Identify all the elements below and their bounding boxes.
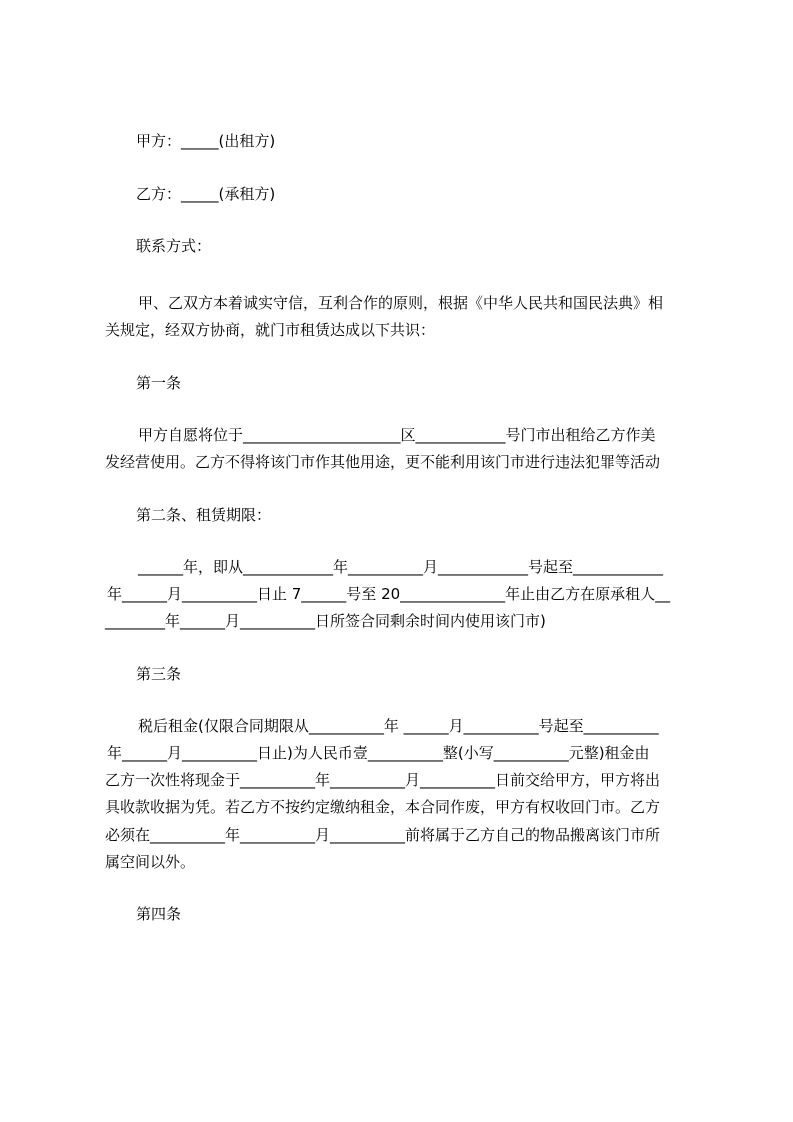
article-1-line: 甲方自愿将位于_____________________区____________号门市出租给乙方作美 xyxy=(138,426,656,444)
article-3-line: 税后租金(仅限合同期限从__________年 ______月__________号起至__________ xyxy=(138,717,659,735)
party-a-line: 甲方：_____(出租方) xyxy=(136,132,276,150)
article-4-heading: 第四条 xyxy=(136,905,182,923)
article-3-heading: 第三条 xyxy=(136,665,182,683)
article-1-heading: 第一条 xyxy=(136,374,182,392)
article-2-line: ______年，即从____________年__________月____________号起至____________ xyxy=(138,558,664,576)
article-2-line: 年______月__________日止 7______号至 20______________年止由乙方在原承租人__ xyxy=(107,585,671,603)
contact-line: 联系方式： xyxy=(136,237,212,255)
article-2-heading: 第二条、租赁期限： xyxy=(136,506,272,524)
article-3-line: 具收款收据为凭。若乙方不按约定缴纳租金，本合同作废，甲方有权收回门市。乙方 xyxy=(105,798,661,816)
article-3-line: 年______月__________日止)为人民币壹__________整(小写__________元整)租金由 xyxy=(107,744,650,762)
article-3-line: 必须在__________年__________月__________前将属于乙方自己的物品搬离该门市所 xyxy=(105,826,661,844)
article-3-line: 乙方一次性将现金于__________年__________月__________日前交给甲方，甲方将出 xyxy=(105,771,661,789)
article-1-line: 发经营使用。乙方不得将该门市作其他用途，更不能利用该门市进行违法犯罪等活动 xyxy=(105,453,661,471)
article-3-line: 属空间以外。 xyxy=(105,853,196,871)
intro-line: 甲、乙双方本着诚实守信，互利合作的原则，根据《中华人民共和国民法典》相 xyxy=(138,294,664,312)
intro-line: 关规定，经双方协商，就门市租赁达成以下共识： xyxy=(105,321,436,339)
party-b-line: 乙方：_____(承租方) xyxy=(136,185,276,203)
article-2-line: ________年______月__________日所签合同剩余时间内使用该门市) xyxy=(105,612,546,630)
